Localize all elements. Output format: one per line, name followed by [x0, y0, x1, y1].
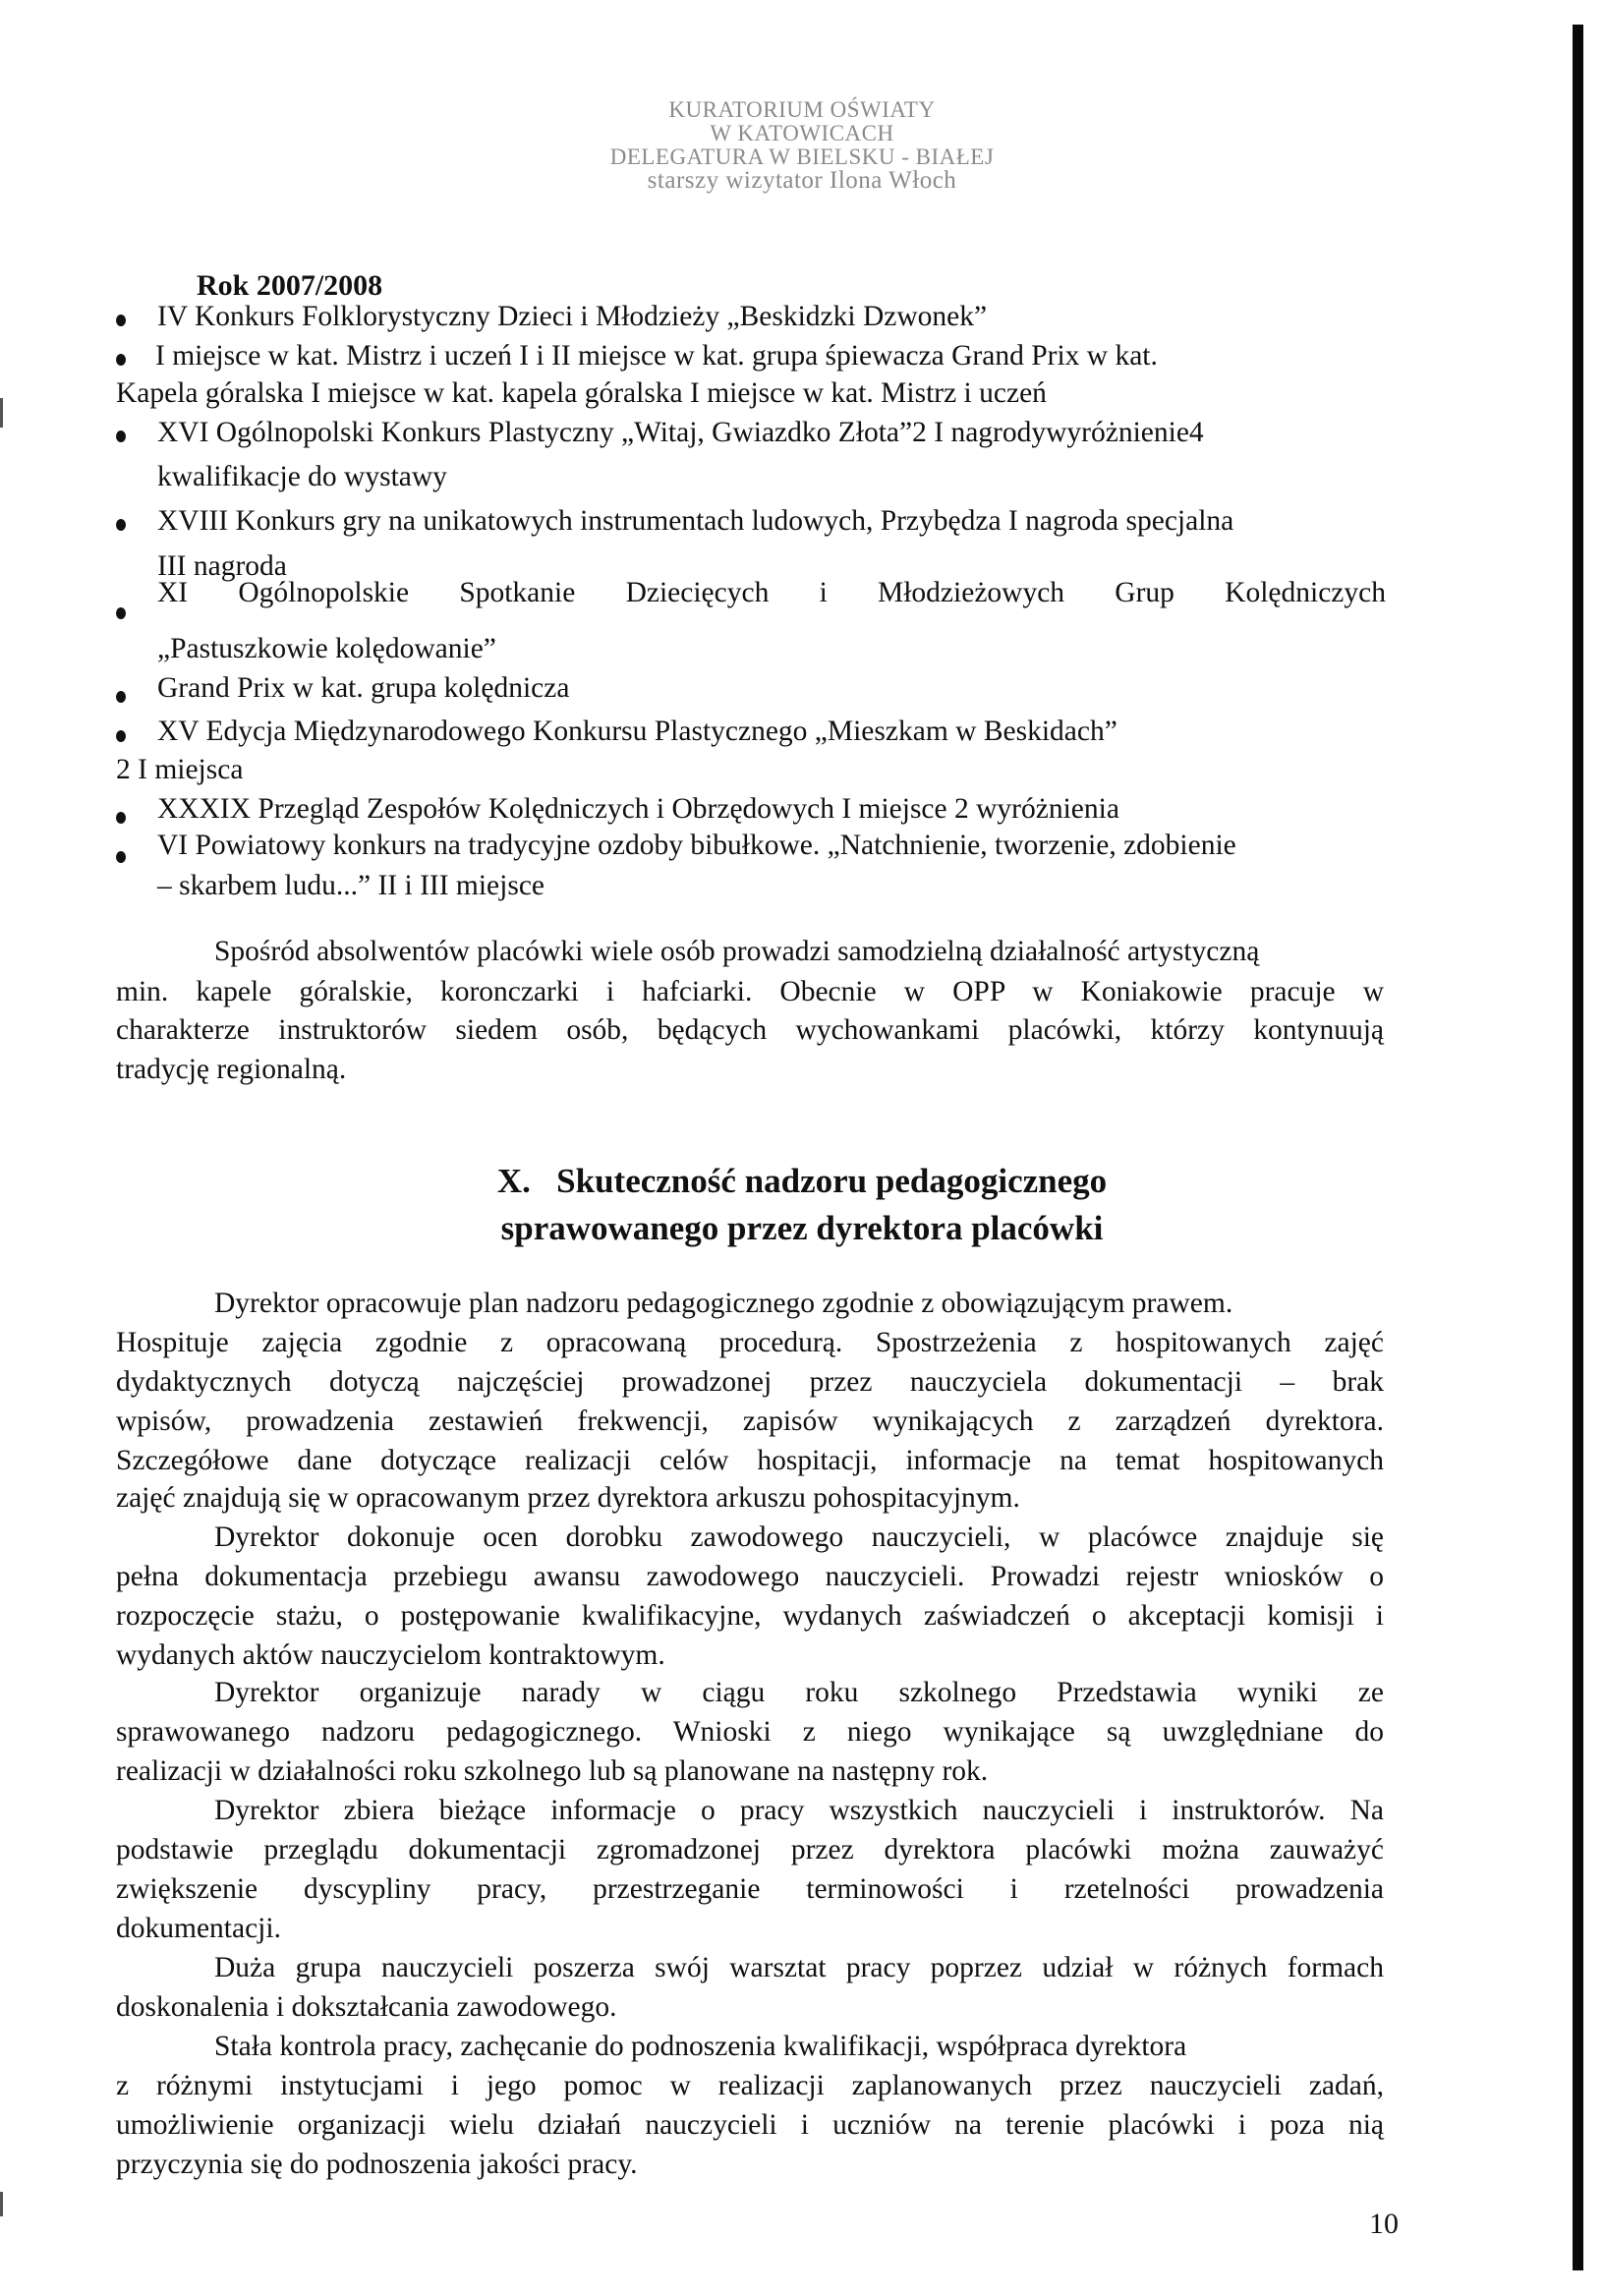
paragraph-line: zwiększenie dyscypliny pracy, przestrzeganie terminowości i rzetelności prowadzenia	[116, 1873, 1384, 1905]
paragraph-line: Spośród absolwentów placówki wiele osób prowadzi samodzielną działalność artystyczną	[214, 936, 1260, 967]
scan-edge-mark	[0, 398, 3, 428]
list-item: IV Konkurs Folklorystyczny Dzieci i Młodzieży „Beskidzki Dzwonek”	[157, 301, 988, 332]
section-number: X.	[496, 1162, 531, 1200]
list-item-continuation: „Pastuszkowie kolędowanie”	[157, 633, 496, 664]
official-stamp	[0, 98, 1604, 193]
paragraph-line: realizacji w działalności roku szkolnego lub są planowane na następny rok.	[116, 1755, 989, 1787]
paragraph-line: zajęć znajdują się w opracowanym przez dyrektora arkuszu pohospitacyjnym.	[116, 1482, 1020, 1514]
section-year: Rok 2007/2008	[197, 269, 383, 302]
list-item-continuation: kwalifikacje do wystawy	[157, 461, 447, 492]
paragraph-line: Dyrektor zbiera bieżące informacje o pracy wszystkich nauczycieli i instruktorów. Na	[214, 1795, 1384, 1826]
paragraph-line: dydaktycznych dotyczą najczęściej prowadzonej przez nauczyciela dokumentacji – brak	[116, 1366, 1384, 1398]
stamp-line: DELEGATURA W BIELSKU - BIAŁEJ	[609, 144, 995, 169]
paragraph-line: podstawie przeglądu dokumentacji zgromadzonej przez dyrektora placówki można zauważyć	[116, 1834, 1384, 1866]
list-item: XV Edycja Międzynarodowego Konkursu Plastycznego „Mieszkam w Beskidach”	[157, 716, 1117, 747]
stamp-line: W KATOWICACH	[710, 121, 894, 145]
list-item-continuation: – skarbem ludu...” II i III miejsce	[157, 870, 545, 901]
scan-edge-mark	[0, 2192, 3, 2216]
paragraph-line: doskonalenia i dokształcania zawodowego.	[116, 1991, 617, 2023]
paragraph-line: dokumentacji.	[116, 1913, 281, 1944]
list-item-continuation: III nagroda	[157, 550, 287, 582]
section-heading-line2	[0, 1207, 1604, 1250]
paragraph-line: tradycję regionalną.	[116, 1054, 347, 1085]
list-item: VI Powiatowy konkurs na tradycyjne ozdoby bibułkowe. „Natchnienie, tworzenie, zdobienie	[157, 830, 1236, 861]
list-item: XXXIX Przegląd Zespołów Kolędniczych i Obrzędowych I miejsce 2 wyróżnienia	[157, 793, 1119, 825]
paragraph-line: charakterze instruktorów siedem osób, będących wychowankami placówki, którzy kontynuują	[116, 1014, 1384, 1046]
section-title-line2: sprawowanego przez dyrektora placówki	[500, 1209, 1104, 1247]
paragraph-line: Dyrektor dokonuje ocen dorobku zawodowego nauczycieli, w placówce znajduje się	[214, 1521, 1384, 1553]
paragraph-line: przyczynia się do podnoszenia jakości pracy.	[116, 2149, 638, 2180]
stamp-line: KURATORIUM OŚWIATY	[668, 97, 936, 122]
page-number: 10	[1369, 2208, 1399, 2240]
list-item: XVIII Konkurs gry na unikatowych instrumentach ludowych, Przybędza I nagroda specjalna	[157, 505, 1234, 537]
paragraph-line: pełna dokumentacja przebiegu awansu zawodowego nauczycieli. Prowadzi rejestr wniosków o	[116, 1561, 1384, 1592]
paragraph-line: Stała kontrola pracy, zachęcanie do podnoszenia kwalifikacji, współpraca dyrektora	[214, 2031, 1187, 2062]
section-title-line1: Skuteczność nadzoru pedagogicznego	[556, 1162, 1108, 1200]
section-heading	[0, 1160, 1604, 1203]
paragraph-line: sprawowanego nadzoru pedagogicznego. Wnioski z niego wynikające są uwzględniane do	[116, 1716, 1384, 1748]
paragraph-line: wydanych aktów nauczycielom kontraktowym.	[116, 1639, 665, 1671]
scan-edge-bar	[1573, 25, 1583, 2270]
list-item: Grand Prix w kat. grupa kolędnicza	[157, 672, 570, 704]
paragraph-line: Duża grupa nauczycieli poszerza swój warsztat pracy poprzez udział w różnych formach	[214, 1952, 1384, 1983]
list-item: I miejsce w kat. Mistrz i uczeń I i II miejsce w kat. grupa śpiewacza Grand Prix w kat.	[155, 340, 1158, 372]
paragraph-line: Hospituje zajęcia zgodnie z opracowaną procedurą. Spostrzeżenia z hospitowanych zajęć	[116, 1327, 1384, 1358]
paragraph-line: Szczegółowe dane dotyczące realizacji celów hospitacji, informacje na temat hospitowanych	[116, 1445, 1384, 1476]
stamp-line: starszy wizytator Ilona Włoch	[647, 167, 957, 194]
paragraph-line: rozpoczęcie stażu, o postępowanie kwalifikacyjne, wydanych zaświadczeń o akceptacji komisji i	[116, 1600, 1384, 1632]
list-item-continuation: 2 I miejsca	[116, 754, 244, 785]
list-item-continuation: Kapela góralska I miejsce w kat. kapela góralska I miejsce w kat. Mistrz i uczeń	[116, 377, 1047, 409]
list-item: XVI Ogólnopolski Konkurs Plastyczny „Witaj, Gwiazdko Złota”2 I nagrodywyróżnienie4	[157, 417, 1204, 448]
list-item: XI Ogólnopolskie Spotkanie Dziecięcych i Młodzieżowych Grup Kolędniczych	[157, 577, 1386, 608]
paragraph-line: Dyrektor opracowuje plan nadzoru pedagogicznego zgodnie z obowiązującym prawem.	[214, 1288, 1233, 1319]
paragraph-line: umożliwienie organizacji wielu działań nauczycieli i uczniów na terenie placówki i poza nią	[116, 2109, 1384, 2141]
paragraph-line: min. kapele góralskie, koronczarki i hafciarki. Obecnie w OPP w Koniakowie pracuje w	[116, 976, 1384, 1007]
paragraph-line: Dyrektor organizuje narady w ciągu roku szkolnego Przedstawia wyniki ze	[214, 1677, 1384, 1708]
paragraph-line: z różnymi instytucjami i jego pomoc w realizacji zaplanowanych przez nauczycieli zadań,	[116, 2070, 1384, 2101]
paragraph-line: wpisów, prowadzenia zestawień frekwencji, zapisów wynikających z zarządzeń dyrektora.	[116, 1406, 1384, 1437]
